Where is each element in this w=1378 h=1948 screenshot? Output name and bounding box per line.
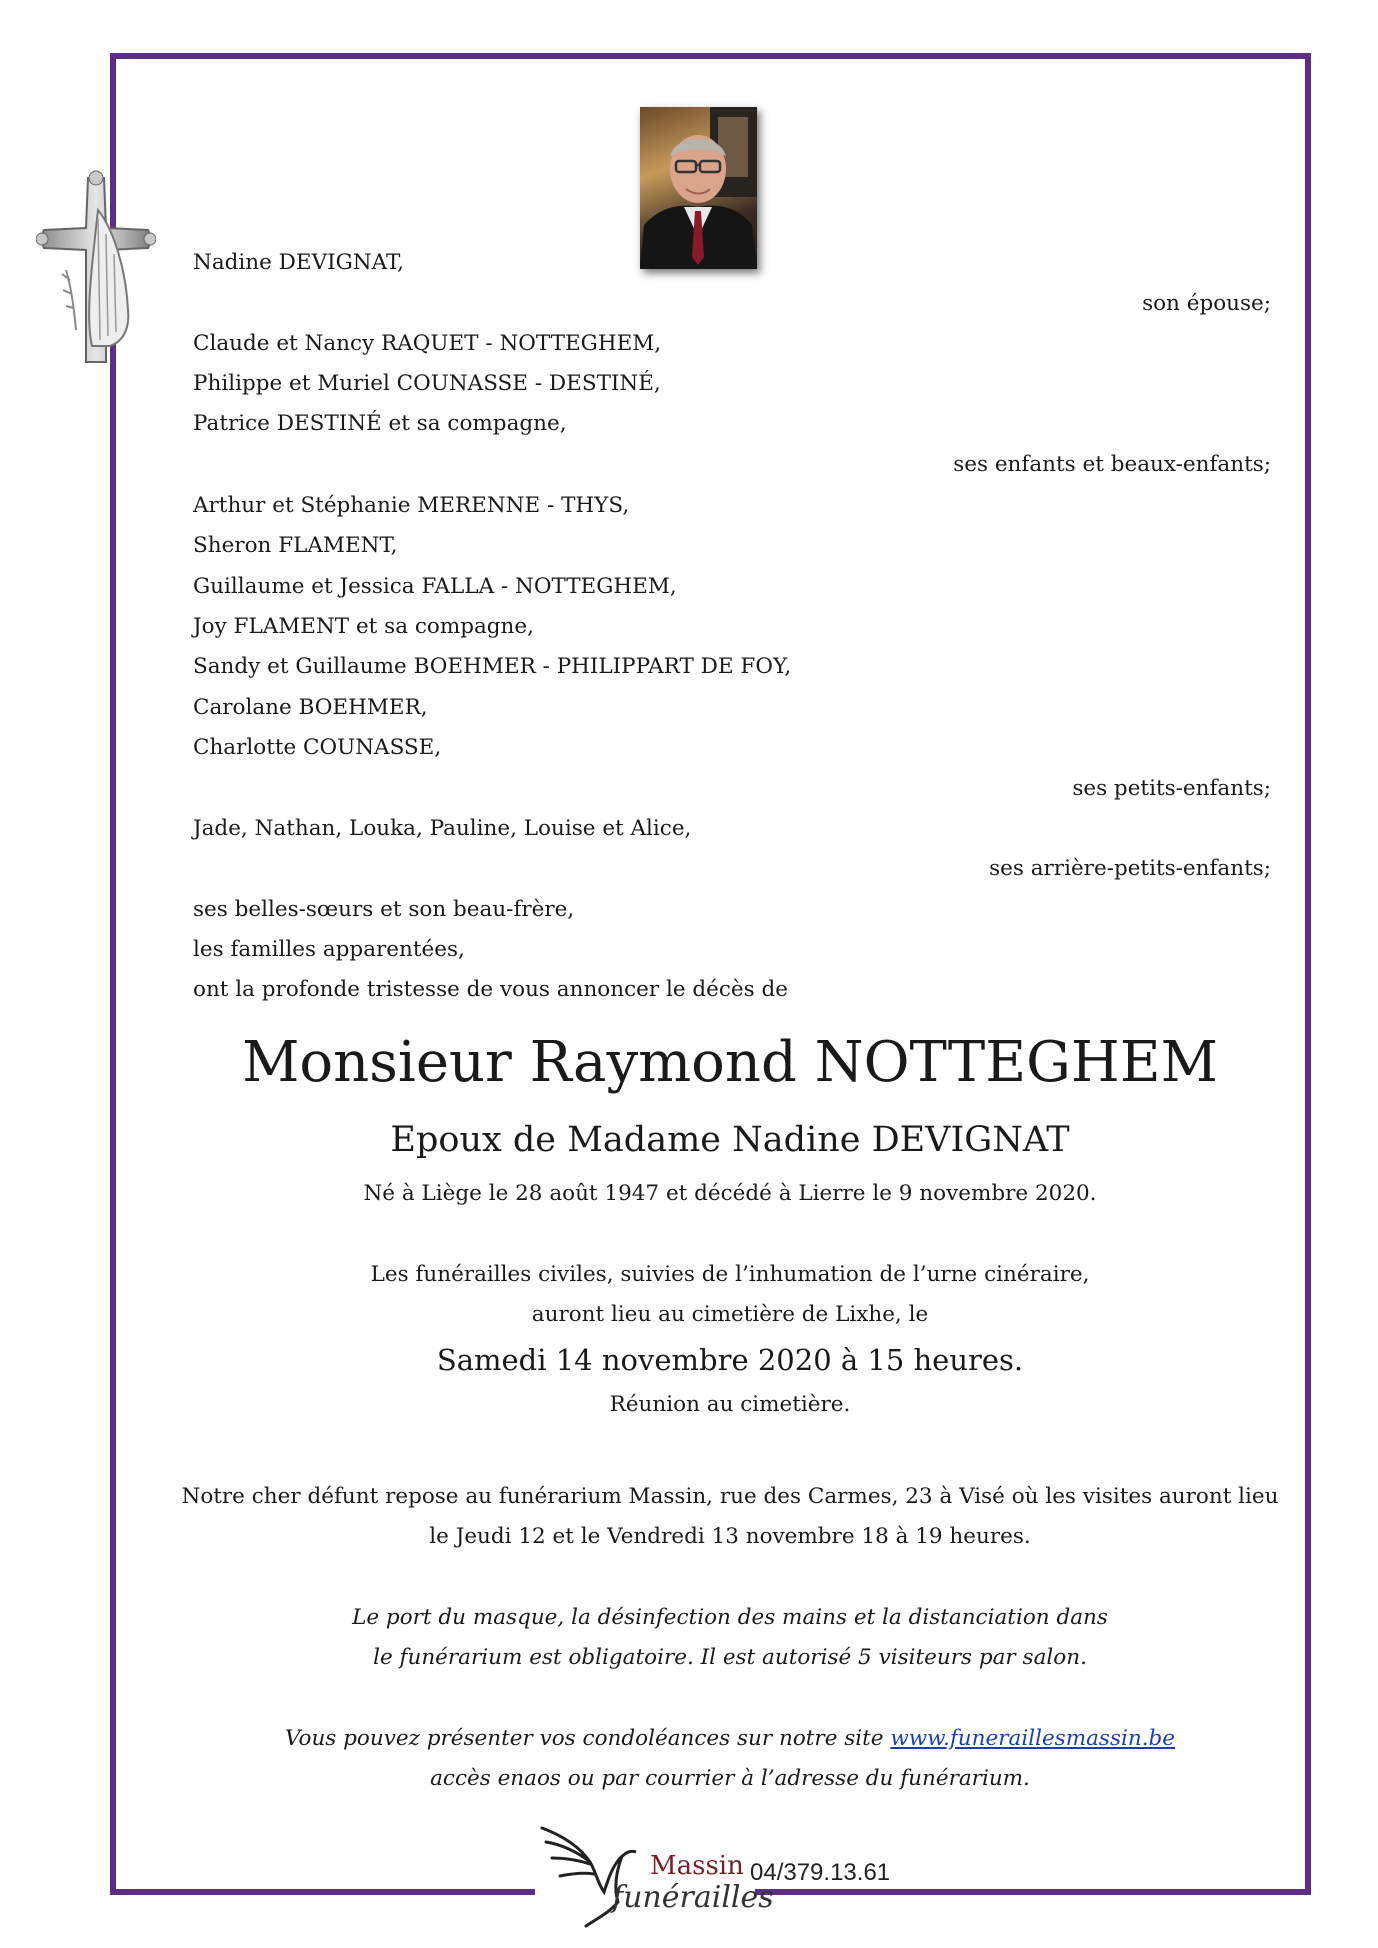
grandchild-1: Arthur et Stéphanie MERENNE - THYS, xyxy=(193,493,630,518)
deceased-spouse-line: Epoux de Madame Nadine DEVIGNAT xyxy=(390,1120,1070,1160)
birth-death-line: Né à Liège le 28 août 1947 et décédé à Lierre le 9 novembre 2020. xyxy=(363,1181,1097,1206)
condolences-line-2: accès enaos ou par courrier à l’adresse du funérarium. xyxy=(430,1766,1030,1791)
great-grandchildren-role: ses arrière-petits-enfants; xyxy=(989,856,1271,881)
grandchild-3: Guillaume et Jessica FALLA - NOTTEGHEM, xyxy=(193,574,677,599)
logo-funerailles-text: funérailles xyxy=(612,1880,774,1915)
funeral-website-link[interactable]: www.funeraillesmassin.be xyxy=(890,1726,1176,1751)
other-family-2: les familles apparentées, xyxy=(193,937,465,962)
spouse-role: son épouse; xyxy=(1142,291,1271,316)
logo-massin-text: Massin xyxy=(650,1851,744,1881)
condolences-prefix: Vous pouvez présenter vos condoléances sur notre site xyxy=(284,1726,891,1751)
child-3: Patrice DESTINÉ et sa compagne, xyxy=(193,411,567,436)
spouse-name: Nadine DEVIGNAT, xyxy=(193,250,404,275)
grandchildren-role: ses petits-enfants; xyxy=(1072,776,1271,801)
covid-line-2: le funérarium est obligatoire. Il est autorisé 5 visiteurs par salon. xyxy=(373,1645,1087,1670)
grandchild-5: Sandy et Guillaume BOEHMER - PHILIPPART DE FOY, xyxy=(193,654,792,679)
covid-line-1: Le port du masque, la désinfection des mains et la distanciation dans xyxy=(352,1605,1108,1630)
condolences-line-1 xyxy=(0,1725,1378,1753)
ceremony-meeting: Réunion au cimetière. xyxy=(609,1392,851,1417)
grandchild-4: Joy FLAMENT et sa compagne, xyxy=(193,614,534,639)
grandchild-2: Sheron FLAMENT, xyxy=(193,533,398,558)
grandchild-7: Charlotte COUNASSE, xyxy=(193,735,442,760)
ceremony-line-1: Les funérailles civiles, suivies de l’inhumation de l’urne cinéraire, xyxy=(370,1262,1090,1287)
grandchild-6: Carolane BOEHMER, xyxy=(193,695,428,720)
ceremony-line-2: auront lieu au cimetière de Lixhe, le xyxy=(531,1302,929,1327)
visits-line-1: Notre cher défunt repose au funérarium Massin, rue des Carmes, 23 à Visé où les visites auront lieu xyxy=(181,1484,1279,1509)
praying-hands-cross-icon xyxy=(36,170,156,370)
visits-line-2: le Jeudi 12 et le Vendredi 13 novembre 18 à 19 heures. xyxy=(429,1524,1031,1549)
other-family-1: ses belles-sœurs et son beau-frère, xyxy=(193,897,575,922)
child-2: Philippe et Muriel COUNASSE - DESTINÉ, xyxy=(193,371,661,396)
deceased-name: Monsieur Raymond NOTTEGHEM xyxy=(242,1030,1218,1095)
phone-number: 04/379.13.61 xyxy=(750,1859,891,1886)
child-1: Claude et Nancy RAQUET - NOTTEGHEM, xyxy=(193,331,662,356)
great-grandchildren: Jade, Nathan, Louka, Pauline, Louise et Alice, xyxy=(193,816,692,841)
children-role: ses enfants et beaux-enfants; xyxy=(953,452,1271,477)
ceremony-date: Samedi 14 novembre 2020 à 15 heures. xyxy=(436,1343,1024,1377)
deceased-portrait xyxy=(640,107,757,269)
announcement-line: ont la profonde tristesse de vous annoncer le décès de xyxy=(193,977,789,1002)
